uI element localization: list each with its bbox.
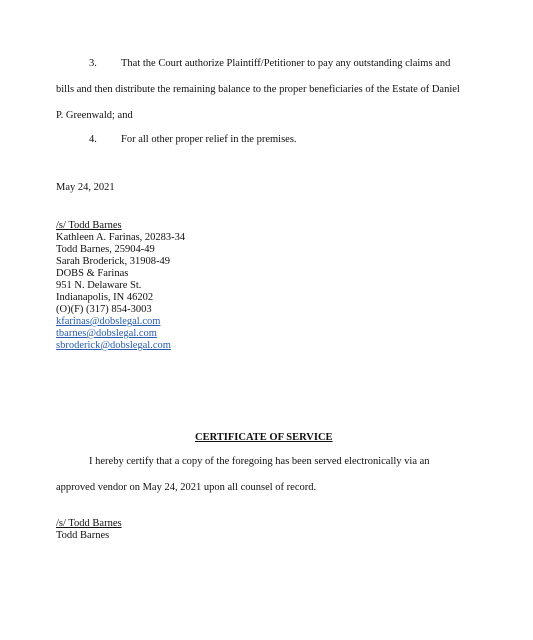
signature-block [56, 220, 185, 352]
certificate-signer-name: Todd Barnes [56, 530, 110, 541]
attorney-1: Kathleen A. Farinas, 20283-34 [56, 232, 186, 243]
item-4-number: 4. [89, 134, 97, 145]
electronic-signature: /s/ Todd Barnes [56, 220, 122, 231]
email-link-sbroderick[interactable]: sbroderick@dobslegal.com [56, 340, 171, 351]
attorney-3: Sarah Broderick, 31908-49 [56, 256, 171, 267]
firm-street: 951 N. Delaware St. [56, 280, 142, 291]
attorney-2: Todd Barnes, 25904-49 [56, 244, 155, 255]
item-3-line-2: bills and then distribute the remaining balance to the proper beneficiaries of the Estate of Daniel [56, 84, 460, 95]
certificate-signature-block [56, 518, 122, 542]
email-link-kfarinas[interactable]: kfarinas@dobslegal.com [56, 316, 161, 327]
email-link-tbarnes[interactable]: tbarnes@dobslegal.com [56, 328, 157, 339]
law-firm: DOBS & Farinas [56, 268, 129, 279]
certificate-line-2: approved vendor on May 24, 2021 upon all counsel of record. [56, 482, 317, 493]
firm-phone: (O)(F) (317) 854-3003 [56, 304, 152, 315]
item-4-text: For all other proper relief in the premises. [121, 134, 297, 145]
certificate-title: CERTIFICATE OF SERVICE [195, 432, 333, 443]
firm-city: Indianapolis, IN 46202 [56, 292, 154, 303]
document-date: May 24, 2021 [56, 182, 115, 193]
certificate-line-1: I hereby certify that a copy of the foregoing has been served electronically via an [89, 456, 430, 467]
item-3-line-1: That the Court authorize Plaintiff/Petitioner to pay any outstanding claims and [121, 58, 451, 69]
certificate-signature: /s/ Todd Barnes [56, 518, 122, 529]
item-3-number: 3. [89, 58, 97, 69]
item-3-line-3: P. Greenwald; and [56, 110, 133, 121]
